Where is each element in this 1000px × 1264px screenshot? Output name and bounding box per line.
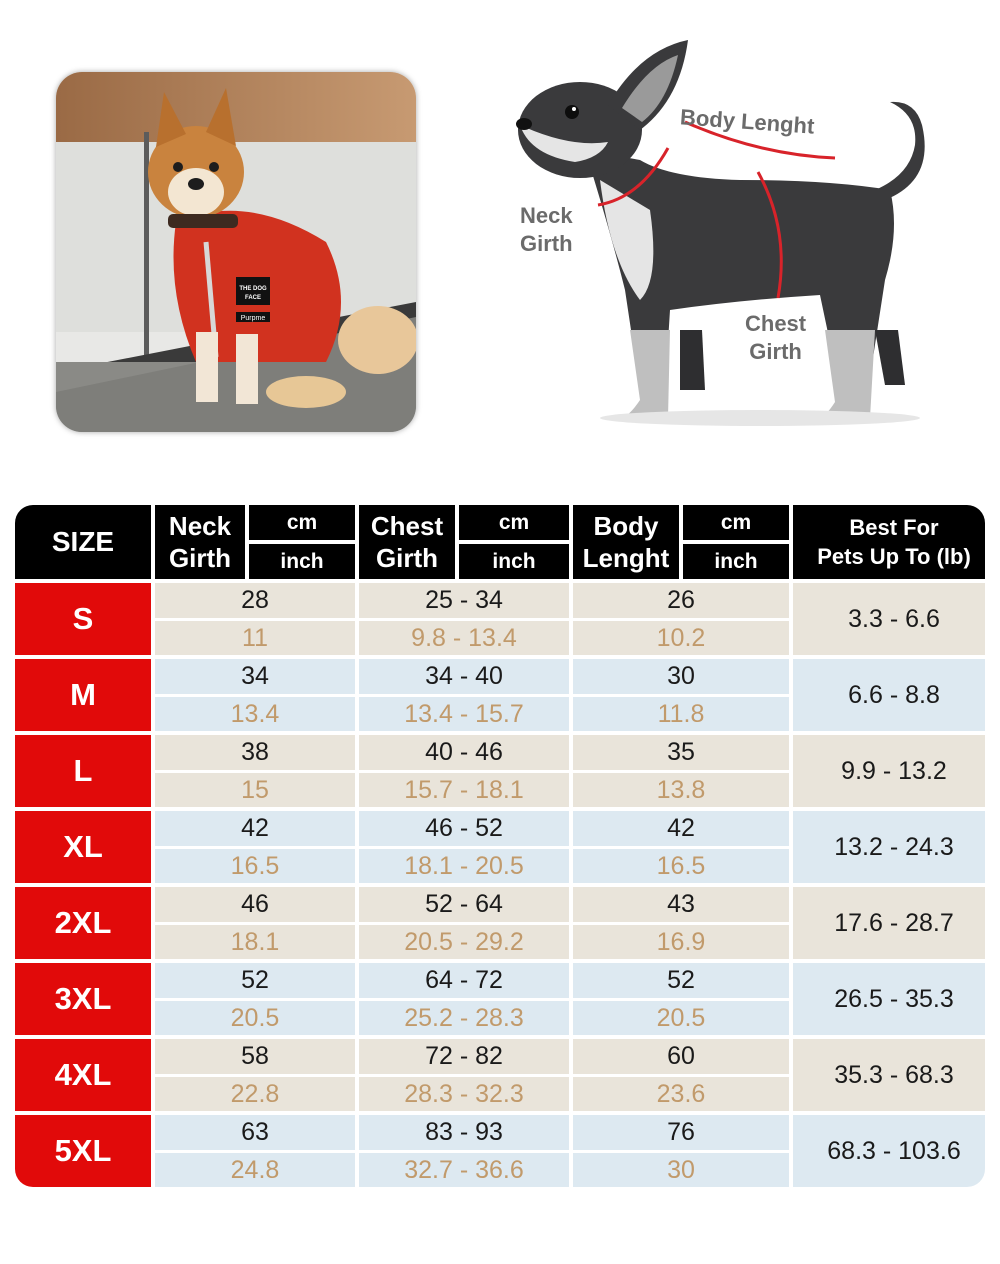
neck-measure-cell: [155, 1039, 355, 1111]
neck-cm-value: 46: [155, 887, 355, 922]
neck-unit-header: [249, 505, 355, 579]
chest-measure-cell: [359, 963, 569, 1035]
body-cm-value: 76: [573, 1115, 789, 1150]
body-inch-value: 10.2: [573, 621, 789, 655]
chest-cm-value: 72 - 82: [359, 1039, 569, 1074]
neck-header-line1: Neck: [168, 511, 232, 541]
chest-girth-label: [745, 310, 806, 366]
size-label: 4XL: [15, 1039, 151, 1111]
body-measure-cell: [573, 1039, 789, 1111]
neck-cm-value: 28: [155, 583, 355, 618]
neck-girth-label-line1: Neck: [520, 203, 573, 228]
neck-inch-value: 15: [155, 773, 355, 807]
neck-measure-cell: [155, 887, 355, 959]
neck-girth-label-line2: Girth: [520, 231, 573, 256]
body-cm-value: 42: [573, 811, 789, 846]
body-length-header: [573, 505, 679, 579]
best-header-line2: Pets Up To (lb): [817, 544, 971, 569]
neck-measure-cell: [155, 735, 355, 807]
best-for-weight-value: 3.3 - 6.6: [793, 583, 985, 655]
chest-cm-value: 25 - 34: [359, 583, 569, 618]
chest-inch-value: 9.8 - 13.4: [359, 621, 569, 655]
body-header-line1: Body: [593, 511, 659, 541]
body-cm-value: 43: [573, 887, 789, 922]
neck-measure-cell: [155, 659, 355, 731]
chest-inch-value: 15.7 - 18.1: [359, 773, 569, 807]
neck-cm-value: 38: [155, 735, 355, 770]
dog-photo-image: [56, 72, 416, 432]
neck-cm-value: 42: [155, 811, 355, 846]
body-cm-value: 26: [573, 583, 789, 618]
chest-inch-value: 13.4 - 15.7: [359, 697, 569, 731]
neck-inch-value: 11: [155, 621, 355, 655]
neck-cm-value: 63: [155, 1115, 355, 1150]
chest-header-line2: Girth: [375, 543, 439, 573]
best-for-weight-value: 13.2 - 24.3: [793, 811, 985, 883]
chest-measure-cell: [359, 887, 569, 959]
size-label: 5XL: [15, 1115, 151, 1187]
svg-text:THE DOG: THE DOG: [239, 286, 267, 292]
chest-measure-cell: [359, 659, 569, 731]
neck-cm-value: 34: [155, 659, 355, 694]
chest-girth-label-line2: Girth: [749, 339, 802, 364]
neck-girth-label: [520, 202, 573, 258]
size-header: SIZE: [15, 505, 151, 579]
best-header-line1: Best For: [849, 515, 939, 540]
body-inch-value: 13.8: [573, 773, 789, 807]
size-label: L: [15, 735, 151, 807]
chest-unit-header: [459, 505, 569, 579]
body-cm-value: 30: [573, 659, 789, 694]
best-for-weight-value: 35.3 - 68.3: [793, 1039, 985, 1111]
neck-inch-value: 16.5: [155, 849, 355, 883]
chest-measure-cell: [359, 1039, 569, 1111]
svg-text:FACE: FACE: [244, 295, 262, 301]
neck-inch-value: 20.5: [155, 1001, 355, 1035]
chest-inch-value: 20.5 - 29.2: [359, 925, 569, 959]
neck-cm-value: 58: [155, 1039, 355, 1074]
body-inch-value: 16.5: [573, 849, 789, 883]
body-measure-cell: [573, 583, 789, 655]
size-label: 3XL: [15, 963, 151, 1035]
chest-girth-header: [359, 505, 455, 579]
neck-header-line2: Girth: [168, 543, 232, 573]
chest-measure-cell: [359, 1115, 569, 1187]
neck-girth-header: [155, 505, 245, 579]
chest-header-line1: Chest: [370, 511, 444, 541]
svg-text:Purpme: Purpme: [240, 315, 266, 322]
body-inch-value: 11.8: [573, 697, 789, 731]
body-measure-cell: [573, 811, 789, 883]
chest-inch-value: 32.7 - 36.6: [359, 1153, 569, 1187]
chest-unit-inch: inch: [459, 544, 569, 579]
body-cm-value: 35: [573, 735, 789, 770]
chest-cm-value: 52 - 64: [359, 887, 569, 922]
body-cm-value: 60: [573, 1039, 789, 1074]
neck-measure-cell: [155, 963, 355, 1035]
product-photo: [56, 72, 416, 432]
chest-unit-cm: cm: [459, 505, 569, 540]
body-length-label: Body Lenght: [679, 104, 816, 139]
body-unit-inch: inch: [683, 544, 789, 579]
chest-measure-cell: [359, 811, 569, 883]
best-for-weight-value: 68.3 - 103.6: [793, 1115, 985, 1187]
chest-cm-value: 40 - 46: [359, 735, 569, 770]
size-label: XL: [15, 811, 151, 883]
size-label: S: [15, 583, 151, 655]
body-header-line2: Lenght: [582, 543, 670, 573]
chest-cm-value: 64 - 72: [359, 963, 569, 998]
body-cm-value: 52: [573, 963, 789, 998]
measurement-diagram: [490, 30, 960, 450]
chest-cm-value: 83 - 93: [359, 1115, 569, 1150]
body-unit-cm: cm: [683, 505, 789, 540]
body-measure-cell: [573, 963, 789, 1035]
neck-unit-inch: inch: [249, 544, 355, 579]
chest-inch-value: 18.1 - 20.5: [359, 849, 569, 883]
neck-unit-cm: cm: [249, 505, 355, 540]
neck-inch-value: 24.8: [155, 1153, 355, 1187]
chest-measure-cell: [359, 583, 569, 655]
best-for-weight-value: 6.6 - 8.8: [793, 659, 985, 731]
size-label: M: [15, 659, 151, 731]
body-inch-value: 20.5: [573, 1001, 789, 1035]
chest-measure-cell: [359, 735, 569, 807]
body-unit-header: [683, 505, 789, 579]
best-for-header: [793, 505, 985, 579]
body-measure-cell: [573, 659, 789, 731]
chest-inch-value: 28.3 - 32.3: [359, 1077, 569, 1111]
neck-cm-value: 52: [155, 963, 355, 998]
neck-measure-cell: [155, 1115, 355, 1187]
chest-inch-value: 25.2 - 28.3: [359, 1001, 569, 1035]
body-inch-value: 23.6: [573, 1077, 789, 1111]
body-inch-value: 16.9: [573, 925, 789, 959]
chest-cm-value: 46 - 52: [359, 811, 569, 846]
size-chart-table: [15, 505, 985, 1187]
neck-inch-value: 13.4: [155, 697, 355, 731]
body-inch-value: 30: [573, 1153, 789, 1187]
neck-measure-cell: [155, 811, 355, 883]
best-for-weight-value: 17.6 - 28.7: [793, 887, 985, 959]
best-for-weight-value: 26.5 - 35.3: [793, 963, 985, 1035]
chest-girth-label-line1: Chest: [745, 311, 807, 336]
body-measure-cell: [573, 735, 789, 807]
body-measure-cell: [573, 1115, 789, 1187]
chest-cm-value: 34 - 40: [359, 659, 569, 694]
best-for-weight-value: 9.9 - 13.2: [793, 735, 985, 807]
neck-inch-value: 22.8: [155, 1077, 355, 1111]
body-measure-cell: [573, 887, 789, 959]
neck-measure-cell: [155, 583, 355, 655]
neck-inch-value: 18.1: [155, 925, 355, 959]
size-label: 2XL: [15, 887, 151, 959]
